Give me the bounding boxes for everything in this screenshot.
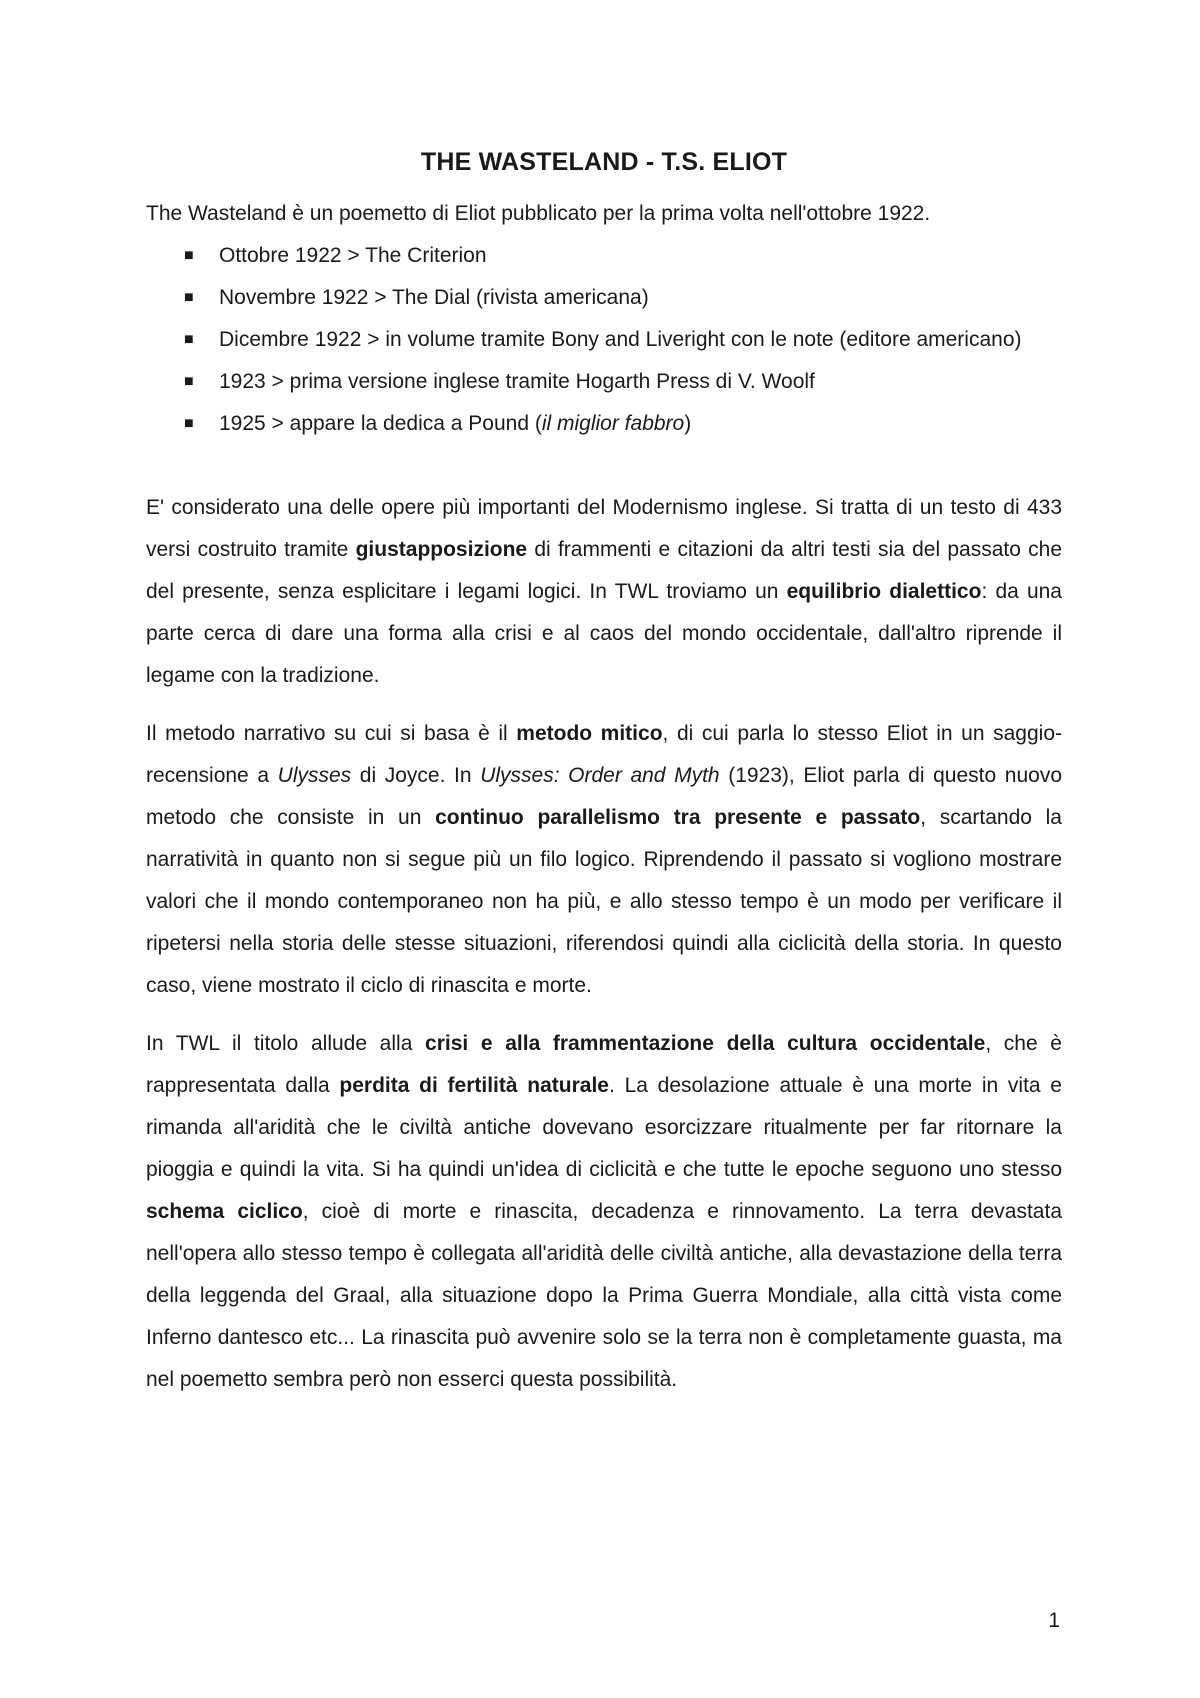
square-bullet-icon: ■ — [184, 331, 194, 348]
page-title: THE WASTELAND - T.S. ELIOT — [420, 148, 788, 176]
bold-term: schema ciclico — [146, 1200, 303, 1223]
text-run: E' considerato una delle opere più importanti del Modernismo inglese. Si tratta di un testo di 433 versi costruito tramite — [146, 496, 1062, 561]
text-run: di Joyce. In — [351, 764, 481, 787]
paragraph-title-meaning — [146, 1023, 1062, 1401]
list-item-text: Novembre 1922 > The Dial (rivista americana) — [219, 286, 649, 309]
list-item-text: 1925 > appare la dedica a Pound ( — [219, 412, 542, 435]
italic-title: Ulysses: Order and Myth — [480, 764, 720, 787]
text-run: : da una parte cerca di dare una forma alla crisi e al caos del mondo occidentale, dall'altro riprende il legame con la tradizione. — [146, 580, 1062, 687]
list-item-text: Ottobre 1922 > The Criterion — [219, 244, 487, 267]
text-run: . La desolazione attuale è una morte in vita e rimanda all'aridità che le civiltà antiche dovevano esorcizzare ritualmente per far ritornare la pioggia e quindi la vita. Si ha quindi un'idea di ciclicità e che tutte le epoche seguono uno stesso — [146, 1074, 1062, 1181]
square-bullet-icon: ■ — [184, 373, 194, 390]
list-item — [146, 235, 1062, 277]
bold-term: equilibrio dialettico — [786, 580, 982, 603]
text-run: , che è rappresentata dalla — [146, 1032, 1062, 1097]
bold-term: perdita di fertilità naturale — [339, 1074, 609, 1097]
text-run: , di cui parla lo stesso Eliot in un saggio-recensione a — [146, 722, 1062, 787]
paragraph-mythic-method — [146, 713, 1062, 1007]
square-bullet-icon: ■ — [184, 247, 194, 264]
list-item — [146, 403, 1062, 445]
list-item-text: Dicembre 1922 > in volume tramite Bony and Liveright con le note (editore americano) — [219, 328, 1022, 351]
intro-paragraph: The Wasteland è un poemetto di Eliot pubblicato per la prima volta nell'ottobre 1922. — [146, 202, 931, 225]
page-content — [146, 145, 1062, 1417]
italic-text: il miglior fabbro — [541, 412, 685, 435]
italic-title: Ulysses — [277, 764, 352, 787]
list-item-text: ) — [684, 412, 692, 435]
bold-term: continuo parallelismo tra presente e passato — [435, 806, 921, 829]
list-item — [146, 277, 1062, 319]
text-run: In TWL il titolo allude alla — [146, 1032, 426, 1055]
text-run: (1923), Eliot parla di questo nuovo metodo che consiste in un — [146, 764, 1062, 829]
list-item-text: 1923 > prima versione inglese tramite Hogarth Press di V. Woolf — [219, 370, 815, 393]
text-run: , scartando la narratività in quanto non si segue più un filo logico. Riprendendo il passato si vogliono mostrare valori che il mondo contemporaneo non ha più, e allo stesso tempo è un modo per verificare il ripetersi nella storia delle stesse situazioni, riferendosi quindi alla ciclicità della storia. In questo caso, viene mostrato il ciclo di rinascita e morte. — [146, 806, 1062, 997]
page-number: 1 — [1048, 1609, 1060, 1632]
text-run: di frammenti e citazioni da altri testi sia del passato che del presente, senza esplicitare i legami logici. In TWL troviamo un — [146, 538, 1062, 603]
text-run: , cioè di morte e rinascita, decadenza e rinnovamento. La terra devastata nell'opera allo stesso tempo è collegata all'aridità delle civiltà antiche, alla devastazione della terra della leggenda del Graal, alla situazione dopo la Prima Guerra Mondiale, alla città vista come Inferno dantesco etc... La rinascita può avvenire solo se la terra non è completamente guasta, ma nel poemetto sembra però non esserci questa possibilità. — [146, 1200, 1062, 1391]
list-item — [146, 361, 1062, 403]
paragraph-modernism — [146, 487, 1062, 697]
bold-term: giustapposizione — [355, 538, 528, 561]
publication-list — [146, 235, 1062, 445]
list-item — [146, 319, 1062, 361]
bold-term: crisi e alla frammentazione della cultura occidentale — [425, 1032, 986, 1055]
square-bullet-icon: ■ — [184, 289, 194, 306]
square-bullet-icon: ■ — [184, 415, 194, 432]
text-run: Il metodo narrativo su cui si basa è il — [146, 722, 517, 745]
bold-term: metodo mitico — [516, 722, 663, 745]
